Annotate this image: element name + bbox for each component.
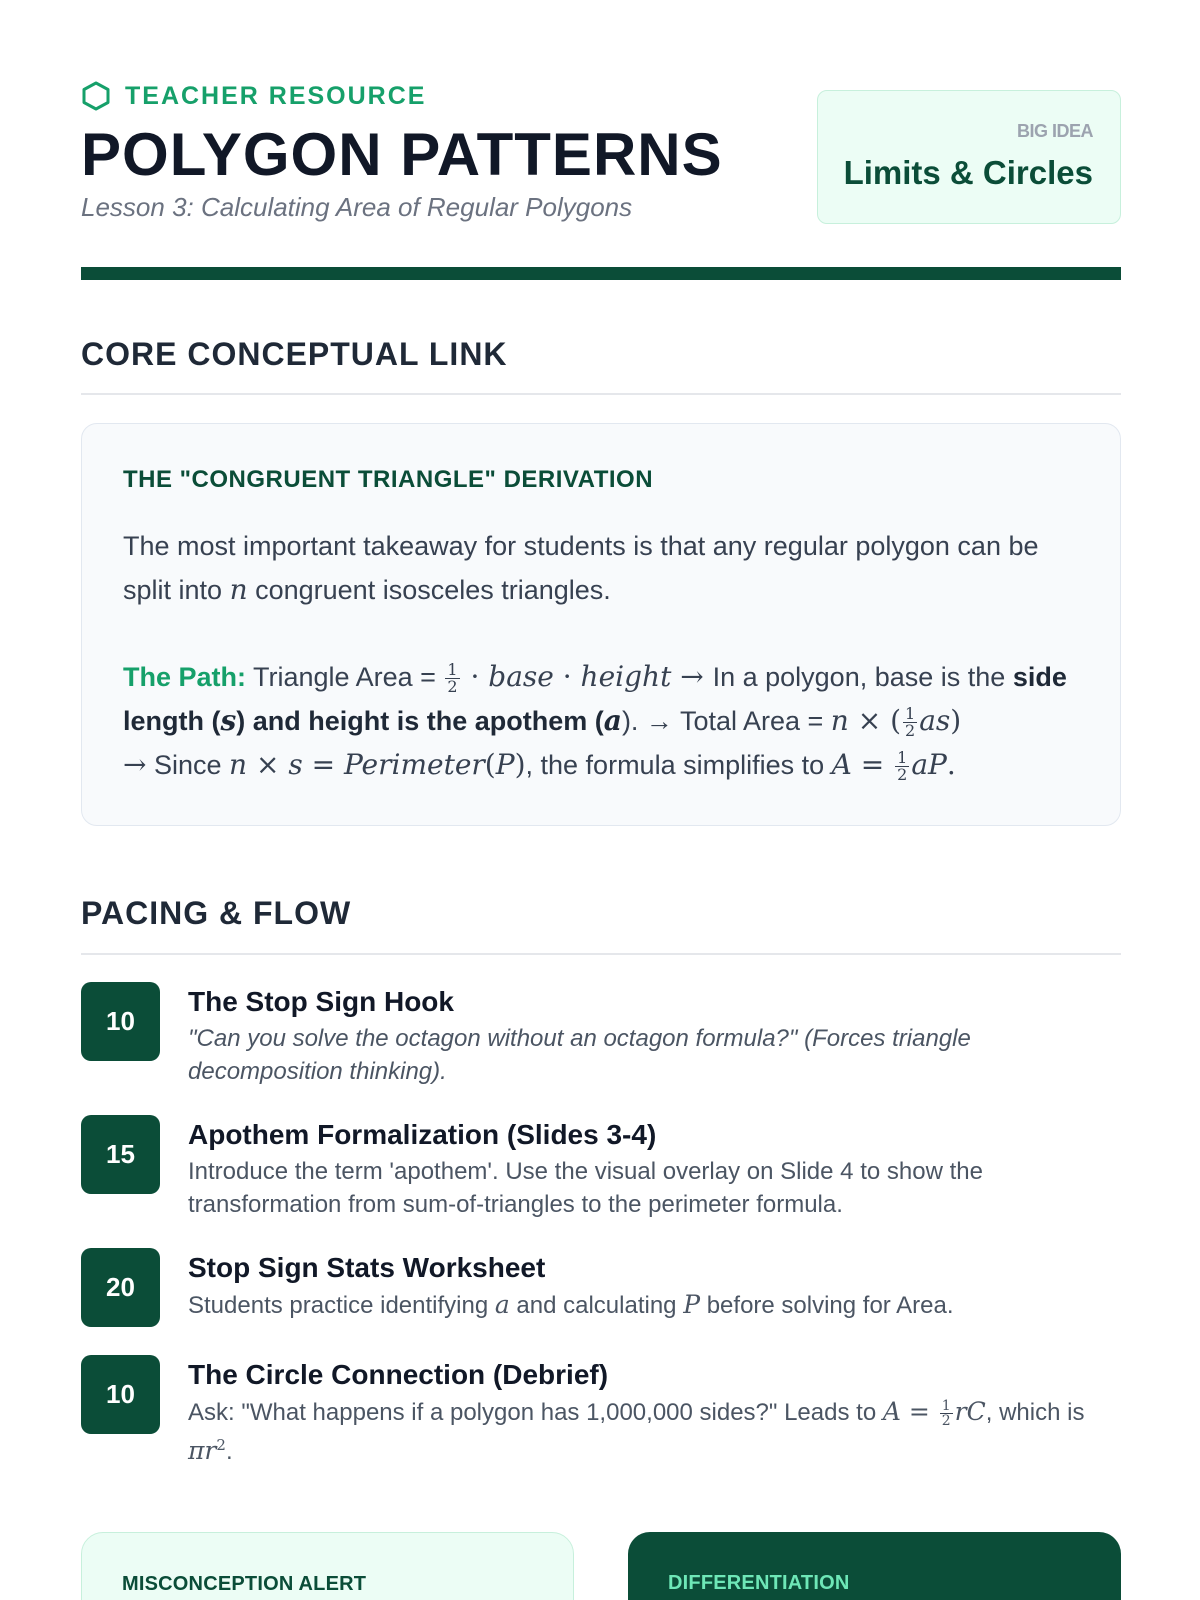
minutes-badge: 20 <box>81 1248 160 1327</box>
hexagon-icon <box>81 80 111 112</box>
pacing-item-title: The Stop Sign Hook <box>188 986 454 1017</box>
header-divider <box>81 267 1121 280</box>
pacing-section-divider <box>81 953 1121 955</box>
pacing-item-title: Stop Sign Stats Worksheet <box>188 1252 546 1283</box>
fraction-half: $\frac{1}{2}$ <box>905 704 916 741</box>
path-text-7: Since <box>146 750 230 780</box>
path-text-2: In a polygon, base is the <box>712 662 1013 692</box>
page-subtitle: Lesson 3: Calculating Area of Regular Polygons <box>81 192 633 222</box>
minutes-badge: 10 <box>81 982 160 1061</box>
pacing-item-title: The Circle Connection (Debrief) <box>188 1359 609 1390</box>
path-text-1: Triangle Area = <box>253 662 444 692</box>
intro-text: The most important takeaway for students is that any regular polygon can be split into <box>123 531 1039 605</box>
pacing-item-desc: "Can you solve the octagon without an octagon formula?" (Forces triangle decomposition thinking). <box>188 1025 971 1085</box>
page-header <box>81 80 1121 230</box>
pacing-item-desc: Ask: "What happens if a polygon has 1,000,000 sides?" Leads to A = $\frac{1}{2}$ rC, which is $\pi r^2$. <box>188 1397 1085 1465</box>
path-text-5: apothem ( <box>474 706 604 736</box>
misconception-card <box>81 1532 574 1600</box>
differentiation-card <box>628 1532 1121 1600</box>
fraction-half: $\frac{1}{2}$ <box>447 660 458 697</box>
minutes-badge: 10 <box>81 1355 160 1434</box>
eyebrow <box>81 80 426 112</box>
derivation-intro <box>123 524 1073 612</box>
big-idea-label: BIG IDEA <box>1016 121 1093 141</box>
misconception-label: MISCONCEPTION ALERT <box>122 1573 367 1595</box>
path-label: The Path: <box>123 662 247 692</box>
differentiation-label: DIFFERENTIATION <box>668 1572 850 1594</box>
path-text-8: , the formula simplifies to <box>525 750 832 780</box>
intro-text-end: congruent isosceles triangles. <box>247 575 611 605</box>
eyebrow-label: TEACHER RESOURCE <box>125 81 427 110</box>
path-text-4: ) and height is the <box>236 706 475 736</box>
intro-var-n: n <box>229 573 248 606</box>
derivation-heading: THE "CONGRUENT TRIANGLE" DERIVATION <box>123 466 654 493</box>
minutes-badge: 15 <box>81 1115 160 1194</box>
pacing-item-desc: Introduce the term 'apothem'. Use the visual overlay on Slide 4 to show the transformation from sum-of-triangles to the perimeter formula. <box>188 1158 983 1218</box>
big-idea-card <box>817 90 1121 224</box>
big-idea-value: Limits & Circles <box>843 154 1093 191</box>
pacing-item-title: Apothem Formalization (Slides 3-4) <box>188 1119 657 1150</box>
path-text-6: ). → Total Area = <box>621 706 831 736</box>
fraction-half: $\frac{1}{2}$ <box>897 748 908 785</box>
core-section-title: CORE CONCEPTUAL LINK <box>81 336 508 372</box>
core-section-divider <box>81 393 1121 395</box>
page-title: POLYGON PATTERNS <box>81 121 723 188</box>
derivation-card <box>81 423 1121 826</box>
path-text-3: side length ( <box>123 662 1067 736</box>
pacing-section-title: PACING & FLOW <box>81 895 352 931</box>
pacing-item-desc: Students practice identifying a and calculating P before solving for Area. <box>188 1290 954 1319</box>
derivation-path: The Path: Triangle Area = $\frac{1}{2}$ · base · height → In a polygon, base is the side length (s) and height is the apothem (a). → Total Area = n × ( $\frac{1}{2}$ as) → Since n × s = Perimeter(P), the formula simplifies to A = $\frac{1}{2}$ aP. <box>123 660 1067 785</box>
